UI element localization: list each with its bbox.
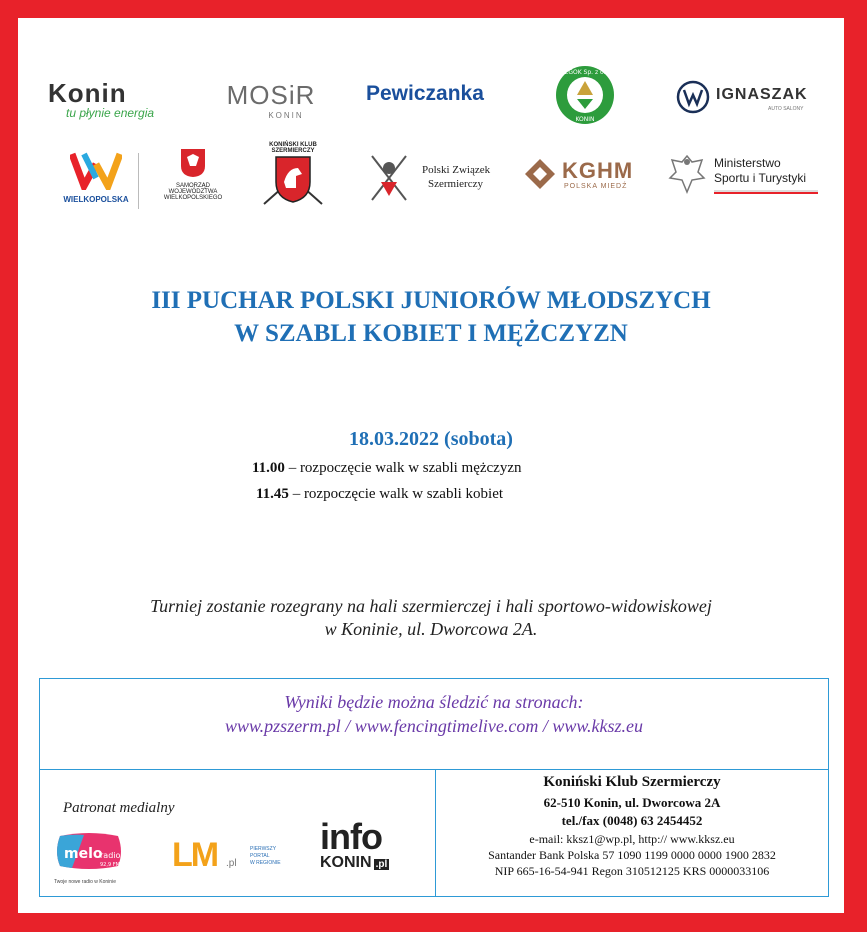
svg-text:KONIN: KONIN — [575, 116, 595, 123]
club-email[interactable]: e-mail: kksz1@wp.pl, http:// www.kksz.eu — [529, 832, 735, 846]
venue-line1: Turniej zostanie rozegrany na hali szermierczej i hali sportowo-widowiskowej — [150, 596, 712, 616]
svg-text:MZGOK Sp. z o.o.: MZGOK Sp. z o.o. — [559, 69, 611, 76]
svg-text:melo: melo — [64, 846, 103, 862]
club-address: 62-510 Konin, ul. Dworcowa 2A — [543, 795, 721, 810]
eagle-shield-icon — [180, 148, 206, 178]
mosir-logo: MOSiR KONIN — [226, 80, 316, 120]
svg-text:radio: radio — [100, 851, 121, 860]
svg-text:92,9 FM: 92,9 FM — [100, 862, 120, 868]
event-title-line2: W SZABLI KOBIET I MĘŻCZYZN — [234, 320, 628, 347]
event-date: 18.03.2022 (sobota) — [349, 428, 513, 450]
media-heading: Patronat medialny — [63, 800, 175, 816]
pewiczanka-logo: Pewiczanka — [366, 82, 484, 105]
recycle-icon — [555, 65, 615, 125]
fencer-icon — [368, 152, 410, 208]
melo-bubble-icon — [54, 832, 124, 872]
kks-crest-logo: KONIŃSKI KLUB SZERMIERCZY — [258, 142, 328, 212]
ignaszak-logo: IGNASZAK AUTO SALONY — [676, 80, 816, 116]
kghm-diamond-icon — [524, 158, 556, 190]
pzs-logo: Polski Związek Szermierczy — [368, 152, 498, 210]
media-patronage-box — [39, 769, 436, 897]
flag-stripe-red — [714, 192, 818, 194]
results-heading: Wyniki będzie można śledzić na stronach: — [284, 692, 584, 712]
samorzad-logo: SAMORZĄD WOJEWÓDZTWA WIELKOPOLSKIEGO — [160, 148, 226, 214]
club-contact-box — [435, 769, 829, 897]
schedule-item-1: 11.45 – rozpoczęcie walk w szabli kobiet — [256, 486, 504, 502]
lm-logo: LM .pl PIERWSZY PORTAL W REGIONIE — [172, 836, 281, 874]
venue-line2: w Koninie, ul. Dworcowa 2A. — [324, 619, 538, 639]
club-name: Koniński Klub Szermierczy — [543, 774, 721, 790]
results-box — [39, 678, 829, 770]
vw-icon — [676, 80, 710, 114]
infokonin-logo: info KONIN .pl — [320, 816, 388, 871]
wielkopolska-logo: WIELKOPOLSKA — [58, 150, 134, 212]
logo-divider — [138, 153, 139, 209]
club-ids: NIP 665-16-54-941 Regon 310512125 KRS 0000033106 — [494, 864, 770, 878]
white-eagle-icon — [668, 152, 706, 196]
results-links[interactable]: www.pzszerm.pl / www.fencingtimelive.com / www.kksz.eu — [225, 716, 643, 736]
melo-radio-logo: melo radio 92,9 FM Twoje nowe radio w Koninie — [54, 832, 144, 890]
wielkopolska-w-icon — [70, 150, 122, 190]
club-bank: Santander Bank Polska 57 1090 1199 0000 0000 1900 2832 — [488, 848, 776, 862]
ministerstwo-logo: Ministerstwo Sportu i Turystyki — [668, 152, 823, 200]
kghm-logo: KGHM POLSKA MIEDŹ — [524, 158, 644, 194]
mzgok-logo — [555, 65, 615, 125]
konin-logo: Konin tu płynie energia — [48, 78, 155, 120]
schedule-item-0: 11.00 – rozpoczęcie walk w szabli mężczyzn — [252, 460, 522, 476]
club-tel: tel./fax (0048) 63 2454452 — [561, 813, 703, 828]
event-title-line1: III PUCHAR POLSKI JUNIORÓW MŁODSZYCH — [151, 287, 711, 314]
horse-crest-icon — [262, 154, 324, 208]
poster-page — [18, 18, 844, 913]
